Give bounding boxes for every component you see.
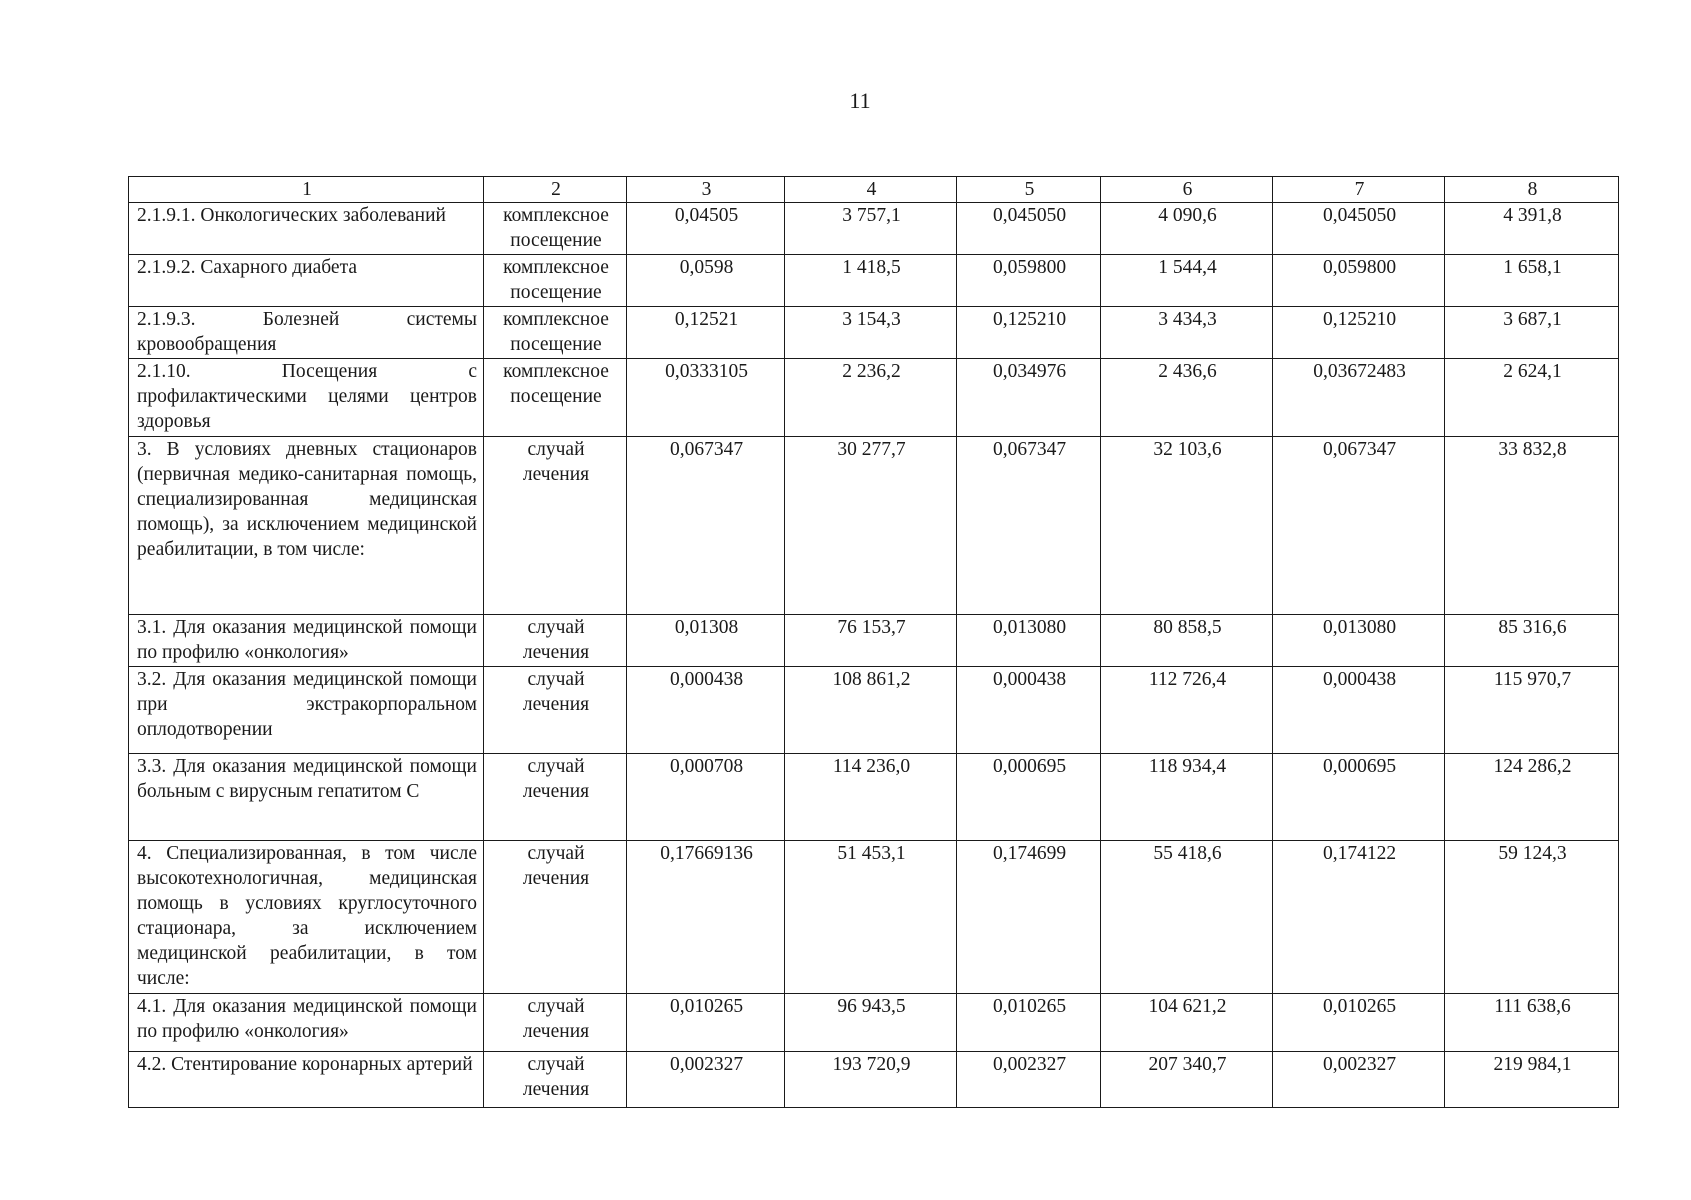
- column-number: 5: [957, 177, 1101, 203]
- cell-value: 0,000708: [627, 754, 785, 841]
- cell-value: 0,0598: [627, 255, 785, 307]
- cell-value: 96 943,5: [785, 994, 957, 1052]
- table-row: [129, 203, 1619, 255]
- row-unit: случай лечения: [484, 1052, 627, 1108]
- row-unit: случай лечения: [484, 841, 627, 994]
- cell-value: 1 418,5: [785, 255, 957, 307]
- table-row: [129, 307, 1619, 359]
- row-unit: комплексное посещение: [484, 203, 627, 255]
- cell-value: 2 236,2: [785, 359, 957, 437]
- cell-value: 207 340,7: [1101, 1052, 1273, 1108]
- cell-value: 0,01308: [627, 615, 785, 667]
- row-name: 2.1.10. Посещения с профилактическими целями центров здоровья: [129, 359, 484, 437]
- cell-value: 85 316,6: [1445, 615, 1619, 667]
- cell-value: 0,04505: [627, 203, 785, 255]
- cell-value: 0,045050: [957, 203, 1101, 255]
- cell-value: 0,067347: [627, 437, 785, 615]
- cell-value: 111 638,6: [1445, 994, 1619, 1052]
- cell-value: 0,174699: [957, 841, 1101, 994]
- cell-value: 59 124,3: [1445, 841, 1619, 994]
- cell-value: 104 621,2: [1101, 994, 1273, 1052]
- cell-value: 3 154,3: [785, 307, 957, 359]
- cell-value: 0,010265: [1273, 994, 1445, 1052]
- row-name: 4. Специализированная, в том числе высокотехнологичная, медицинская помощь в условиях круглосуточного стационара, за исключением медицинской реабилитации, в том числе:: [129, 841, 484, 994]
- cell-value: 0,125210: [957, 307, 1101, 359]
- table-row: [129, 255, 1619, 307]
- row-name: 4.1. Для оказания медицинской помощи по профилю «онкология»: [129, 994, 484, 1052]
- cell-value: 193 720,9: [785, 1052, 957, 1108]
- cell-value: 0,12521: [627, 307, 785, 359]
- cell-value: 0,000695: [1273, 754, 1445, 841]
- cell-value: 51 453,1: [785, 841, 957, 994]
- cell-value: 3 757,1: [785, 203, 957, 255]
- cell-value: 0,059800: [957, 255, 1101, 307]
- cell-value: 3 434,3: [1101, 307, 1273, 359]
- row-name: 2.1.9.1. Онкологических заболеваний: [129, 203, 484, 255]
- row-unit: случай лечения: [484, 667, 627, 754]
- cell-value: 0,002327: [957, 1052, 1101, 1108]
- row-name: 3.1. Для оказания медицинской помощи по профилю «онкология»: [129, 615, 484, 667]
- cell-value: 108 861,2: [785, 667, 957, 754]
- cell-value: 0,013080: [957, 615, 1101, 667]
- cell-value: 2 624,1: [1445, 359, 1619, 437]
- cell-value: 0,010265: [957, 994, 1101, 1052]
- cell-value: 0,17669136: [627, 841, 785, 994]
- cell-value: 0,0333105: [627, 359, 785, 437]
- column-number: 1: [129, 177, 484, 203]
- column-number: 4: [785, 177, 957, 203]
- table-row: [129, 359, 1619, 437]
- cell-value: 55 418,6: [1101, 841, 1273, 994]
- cell-value: 2 436,6: [1101, 359, 1273, 437]
- table-row: [129, 1052, 1619, 1108]
- data-table: [128, 176, 1619, 1108]
- cell-value: 0,002327: [1273, 1052, 1445, 1108]
- table-row: [129, 667, 1619, 754]
- row-unit: случай лечения: [484, 754, 627, 841]
- cell-value: 0,045050: [1273, 203, 1445, 255]
- cell-value: 124 286,2: [1445, 754, 1619, 841]
- cell-value: 0,03672483: [1273, 359, 1445, 437]
- cell-value: 115 970,7: [1445, 667, 1619, 754]
- page-number: 11: [849, 88, 871, 113]
- column-number: 8: [1445, 177, 1619, 203]
- row-name: 2.1.9.2. Сахарного диабета: [129, 255, 484, 307]
- cell-value: 114 236,0: [785, 754, 957, 841]
- table-row: [129, 754, 1619, 841]
- cell-value: 0,013080: [1273, 615, 1445, 667]
- cell-value: 112 726,4: [1101, 667, 1273, 754]
- cell-value: 0,010265: [627, 994, 785, 1052]
- cell-value: 3 687,1: [1445, 307, 1619, 359]
- cell-value: 32 103,6: [1101, 437, 1273, 615]
- table-row: [129, 615, 1619, 667]
- column-number-row: [129, 177, 1619, 203]
- cell-value: 118 934,4: [1101, 754, 1273, 841]
- column-number: 6: [1101, 177, 1273, 203]
- cell-value: 76 153,7: [785, 615, 957, 667]
- table-row: [129, 841, 1619, 994]
- table-row: [129, 437, 1619, 615]
- cell-value: 0,000438: [1273, 667, 1445, 754]
- cell-value: 80 858,5: [1101, 615, 1273, 667]
- cell-value: 219 984,1: [1445, 1052, 1619, 1108]
- row-unit: случай лечения: [484, 615, 627, 667]
- cell-value: 0,000695: [957, 754, 1101, 841]
- cell-value: 33 832,8: [1445, 437, 1619, 615]
- column-number: 7: [1273, 177, 1445, 203]
- cell-value: 4 090,6: [1101, 203, 1273, 255]
- row-unit: комплексное посещение: [484, 307, 627, 359]
- cell-value: 30 277,7: [785, 437, 957, 615]
- column-number: 2: [484, 177, 627, 203]
- cell-value: 0,174122: [1273, 841, 1445, 994]
- cell-value: 0,067347: [1273, 437, 1445, 615]
- row-name: 3.3. Для оказания медицинской помощи больным с вирусным гепатитом С: [129, 754, 484, 841]
- row-name: 2.1.9.3. Болезней системы кровообращения: [129, 307, 484, 359]
- table-row: [129, 994, 1619, 1052]
- cell-value: 0,067347: [957, 437, 1101, 615]
- row-name: 3.2. Для оказания медицинской помощи при экстракорпоральном оплодотворении: [129, 667, 484, 754]
- cell-value: 0,002327: [627, 1052, 785, 1108]
- cell-value: 0,125210: [1273, 307, 1445, 359]
- row-unit: случай лечения: [484, 994, 627, 1052]
- row-unit: комплексное посещение: [484, 255, 627, 307]
- cell-value: 0,000438: [627, 667, 785, 754]
- row-name: 4.2. Стентирование коронарных артерий: [129, 1052, 484, 1108]
- row-name: 3. В условиях дневных стационаров (первичная медико-санитарная помощь, специализированная медицинская помощь), за исключением медицинской реабилитации, в том числе:: [129, 437, 484, 615]
- cell-value: 0,059800: [1273, 255, 1445, 307]
- cell-value: 1 544,4: [1101, 255, 1273, 307]
- cell-value: 0,000438: [957, 667, 1101, 754]
- row-unit: случай лечения: [484, 437, 627, 615]
- cell-value: 1 658,1: [1445, 255, 1619, 307]
- row-unit: комплексное посещение: [484, 359, 627, 437]
- cell-value: 0,034976: [957, 359, 1101, 437]
- cell-value: 4 391,8: [1445, 203, 1619, 255]
- column-number: 3: [627, 177, 785, 203]
